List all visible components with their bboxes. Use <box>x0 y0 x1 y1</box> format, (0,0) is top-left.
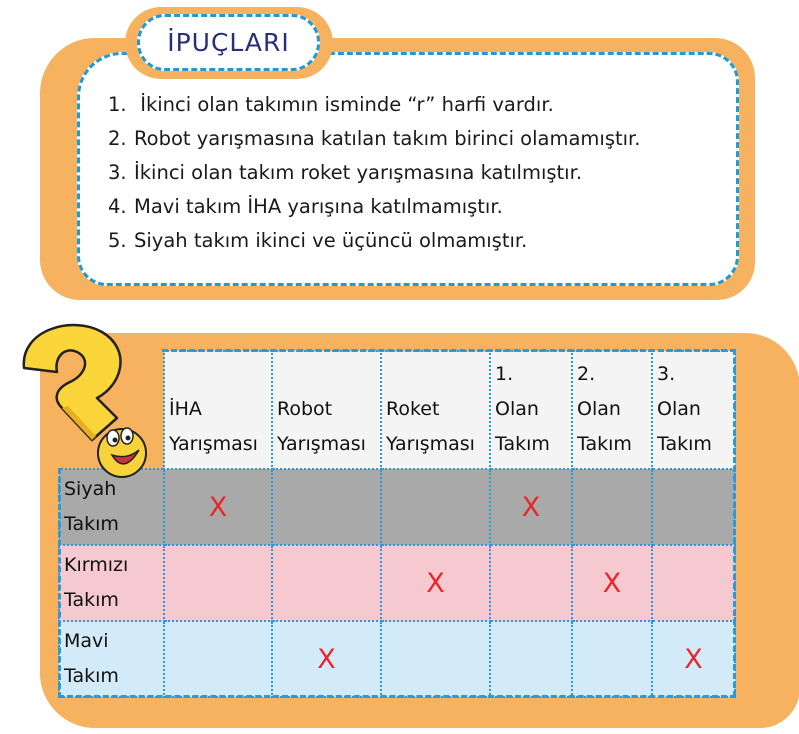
grid-cell[interactable] <box>272 545 381 621</box>
grid-cell[interactable] <box>652 469 735 545</box>
grid-cell[interactable]: X <box>272 621 381 697</box>
row-header-siyah: Siyah Takım <box>59 469 164 545</box>
clues-list <box>108 88 641 258</box>
grid-cell[interactable] <box>381 469 490 545</box>
clue-item: 2. Robot yarışmasına katılan takım birinci olamamıştır. <box>108 127 641 150</box>
grid-cell[interactable] <box>490 621 572 697</box>
col-header-first: 1. Olan Takım <box>490 351 572 469</box>
grid-cell[interactable]: X <box>652 621 735 697</box>
grid-cell[interactable] <box>164 621 272 697</box>
row-header-kirmizi: Kırmızı Takım <box>59 545 164 621</box>
question-mark-mascot-icon <box>12 310 162 480</box>
row-header-mavi: Mavi Takım <box>59 621 164 697</box>
clue-item: 3. İkinci olan takım roket yarışmasına katılmıştır. <box>108 161 583 184</box>
grid-cell[interactable]: X <box>381 545 490 621</box>
col-header-third: 3. Olan Takım <box>652 351 735 469</box>
grid-cell[interactable] <box>272 469 381 545</box>
grid-cell[interactable] <box>652 545 735 621</box>
grid-cell[interactable]: X <box>572 545 652 621</box>
grid-cell[interactable] <box>381 621 490 697</box>
clues-title: İPUÇLARI <box>137 14 320 71</box>
clue-item: 5. Siyah takım ikinci ve üçüncü olmamıştır. <box>108 229 528 252</box>
grid-border-bottom <box>58 695 736 698</box>
grid-cell[interactable] <box>572 469 652 545</box>
col-header-roket: Roket Yarışması <box>381 351 490 469</box>
col-header-iha: İHA Yarışması <box>164 351 272 469</box>
row-mavi <box>59 621 735 697</box>
row-siyah <box>59 469 735 545</box>
grid-border-left <box>58 468 61 698</box>
grid-cell[interactable]: X <box>164 469 272 545</box>
clue-item: 4. Mavi takım İHA yarışına katılmamıştır. <box>108 195 503 218</box>
row-kirmizi <box>59 545 735 621</box>
grid-border-right <box>733 349 736 697</box>
grid-border-top <box>162 349 736 352</box>
grid-cell[interactable] <box>164 545 272 621</box>
grid-cell[interactable] <box>490 545 572 621</box>
clue-item: 1. İkinci olan takımın isminde “r” harfi vardır. <box>108 93 554 116</box>
grid-cell[interactable] <box>572 621 652 697</box>
col-header-robot: Robot Yarışması <box>272 351 381 469</box>
col-header-second: 2. Olan Takım <box>572 351 652 469</box>
grid-cell[interactable]: X <box>490 469 572 545</box>
